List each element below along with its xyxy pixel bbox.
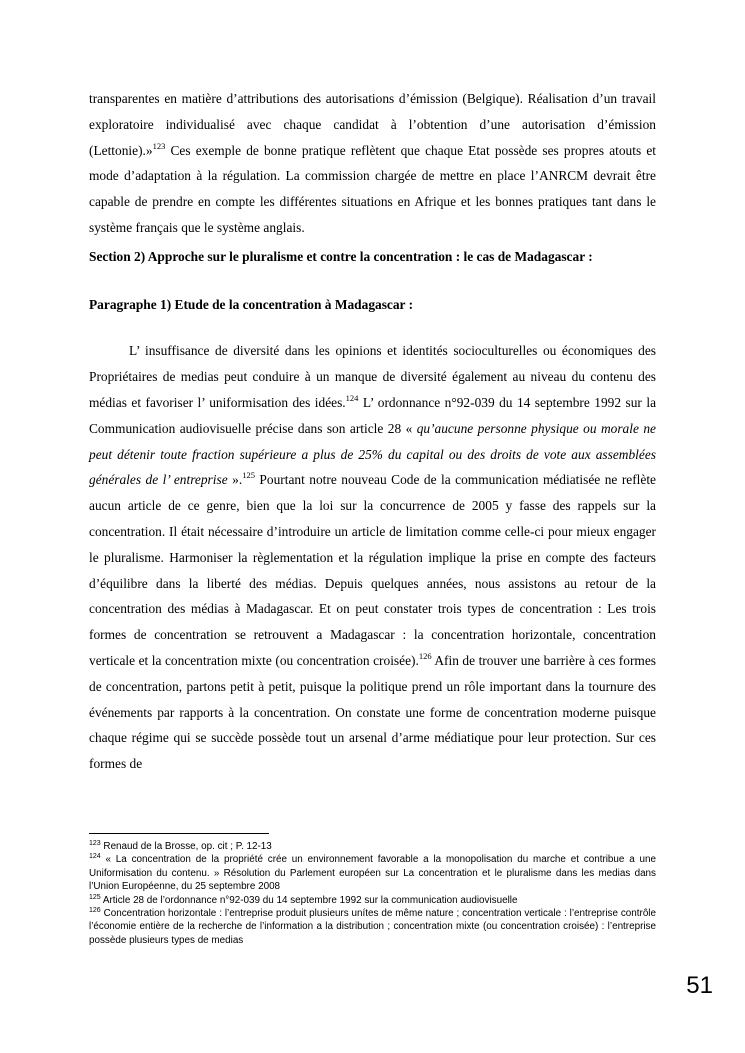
footnotes (89, 840, 656, 947)
section-heading: Section 2) Approche sur le pluralisme et contre la concentration : le cas de Madagascar : (89, 248, 593, 264)
footnote-separator (89, 833, 269, 834)
page-number: 51 (686, 972, 713, 999)
footnote: $^{123}$ Renaud de la Brosse, op. cit ; P. 12-13 (89, 840, 272, 852)
paragraph-heading: Paragraphe 1) Etude de la concentration à Madagascar : (89, 296, 414, 312)
footnote-ref-125[interactable]: 125 (242, 470, 255, 481)
paragraph-continuation: transparentes en matière d’attributions des autorisations d’émission (Belgique). Réalisation d’un travail exploratoire individualisé avec chaque candidat à l’obtention d’une autorisation d’émission (Lettonie).»$^{123}$ Ces exemple de bonne pratique reflètent que chaque Etat possède ses propres atouts et mode d’adaptation à la régulation. La commission chargée de mettre en place l’ANRCM devrait être capable de prendre en compte les différentes situations en Afrique et les bonnes pratiques tant dans le système français que le système anglais. (89, 91, 656, 235)
footnote: $^{124}$ « La concentration de la propriété crée un environnement favorable a la monopolisation du marche et contribue a une Uniformisation du contenu. » Résolution du Parlement européen sur La concentration et le pluralisme dans les medias dans l’Union Européenne, du 25 septembre 2008 (89, 853, 656, 893)
quotation: qu’aucune personne physique ou morale ne peut détenir toute fraction supérieure a plus de 25% du capital ou des droits de vote aux assemblées générales de l’ entreprise (89, 420, 656, 488)
footnote-ref-124[interactable]: 124 (345, 392, 359, 403)
footnote: $^{125}$ Article 28 de l’ordonnance n°92-039 du 14 septembre 1992 sur la communication audiovisuelle (89, 893, 518, 906)
footnote-ref-126[interactable]: 126 (418, 650, 432, 661)
footnote-ref-123[interactable]: 123 (152, 140, 166, 151)
footnote: $^{126}$ Concentration horizontale : l’entreprise produit plusieurs unítes de même nature ; concentration verticale : l’entreprise contrôle l’économie entière de la recherche de l’information a la distribution ; concentration mixte (ou concentration croisée) : l’entreprise possède plusieurs types de medias (89, 907, 656, 946)
paragraph-concentration: L’ insuffisance de diversité dans les opinions et identités socioculturelles ou économiques des Propriétaires de medias peut conduire à un manque de diversité également au niveau du contenu des médias et favoriser l’ uniformisation des idées.$^{124}$ L’ ordonnance n°92-039 du 14 septembre 1992 sur la Communication audiovisuelle précise dans son article 28 « qu’aucune personne physique ou morale ne peut détenir toute fraction supérieure a plus de 25% du capital ou des droits de vote aux assemblées générales de l’ entreprise ».$^{125}$ Pourtant notre nouveau Code de la communication médiatisée ne reflète aucun article de ce genre, bien que la loi sur la concurrence de 2005 y fasse des rappels sur la concentration. Il était nécessaire d’introduire un article de limitation comme celle-ci pour mieux engager le pluralisme. Harmoniser la règlementation et la régulation implique la prise en compte des facteurs d’équilibre dans la liberté des médias. Depuis quelques années, nous assistons au retour de la concentration des médias à Madagascar. Et on peut constater trois types de concentration : Les trois formes de concentration se retrouvent a Madagascar : la concentration horizontale, concentration verticale et la concentration mixte (ou concentration croisée).$^{126}$ Afin de trouver une barrière à ces formes de concentration, partons petit à petit, puisque la politique prend un rôle important dans la tournure des événements par rapports à la concentration. On constate une forme de concentration moderne puisque chaque régime qui se succède possède tout un arsenal d’arme médiatique pour leur protection. Sur ces formes de (89, 343, 657, 772)
body-text (89, 86, 656, 777)
